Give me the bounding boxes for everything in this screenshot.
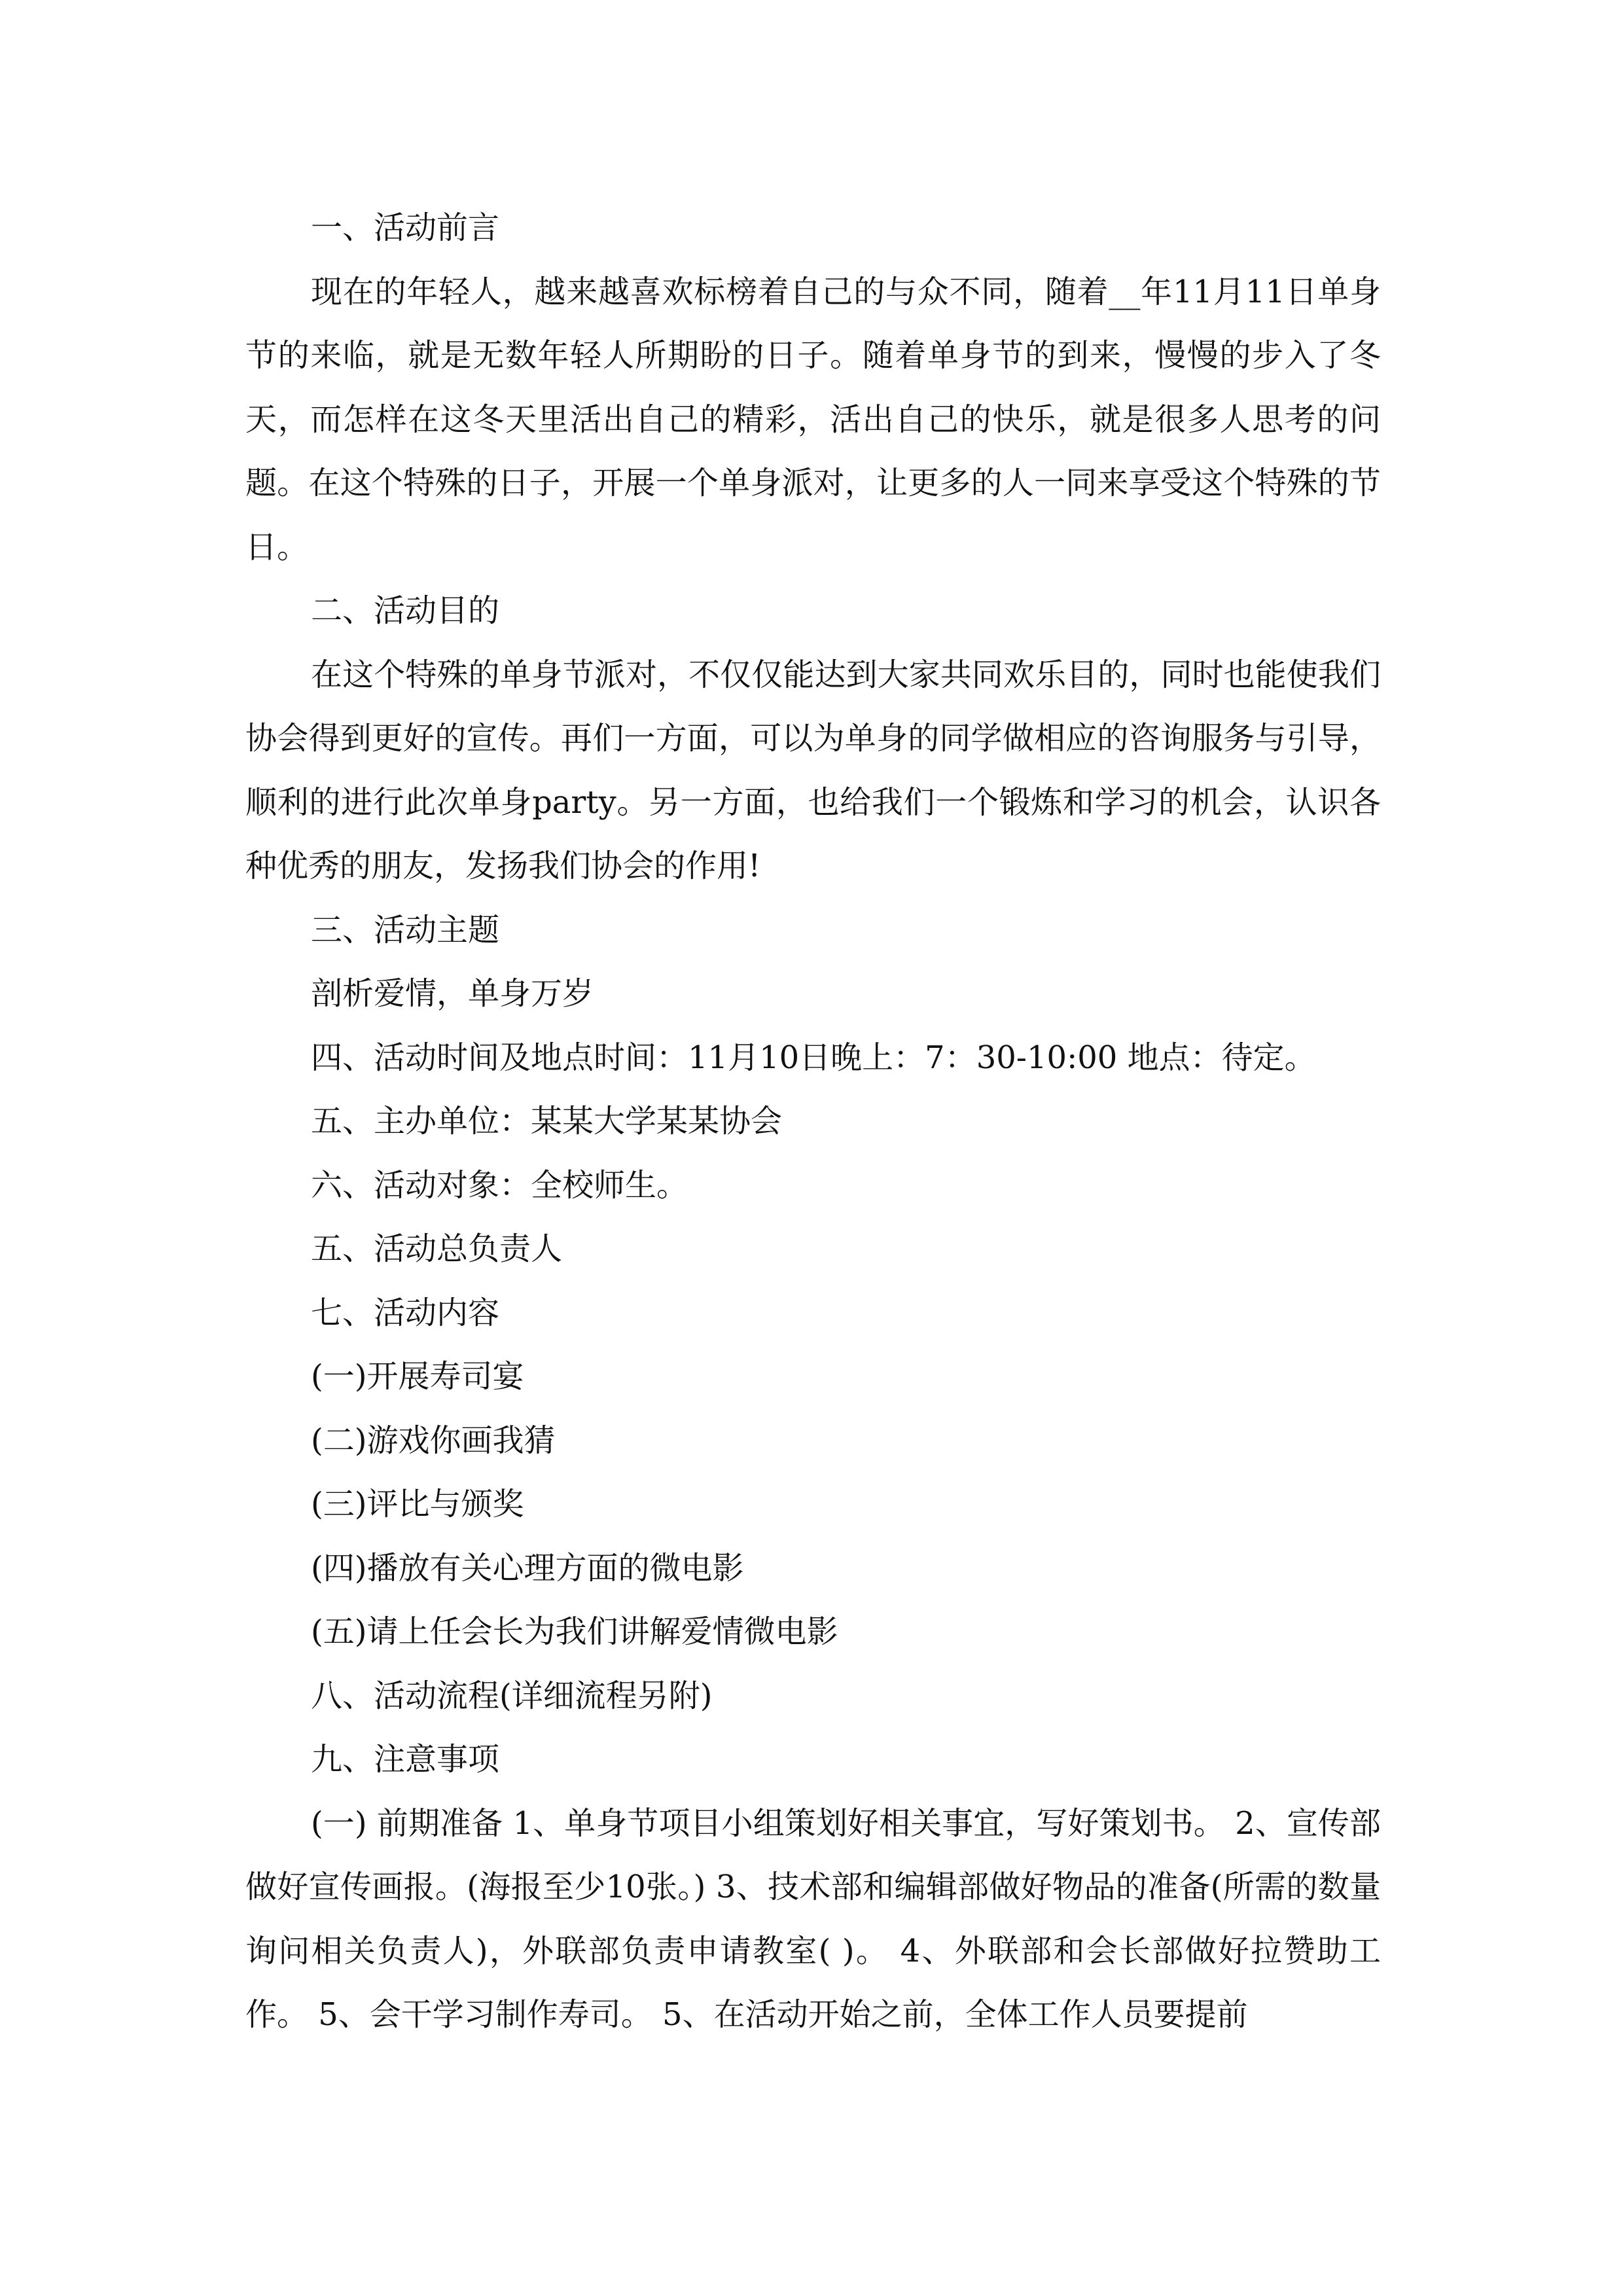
- section-organizer: 五、主办单位：某某大学某某协会: [311, 1103, 783, 1139]
- section-heading-theme: 三、活动主题: [311, 911, 500, 948]
- document-body: [245, 196, 1381, 2047]
- paragraph-preface: 现在的年轻人，越来越喜欢标榜着自己的与众不同，随着__年11月11日单身节的来临，就是无数年轻人所期盼的日子。随着单身节的到来，慢慢的步入了冬天，而怎样在这冬天里活出自己的精彩，活出自己的快乐，就是很多人思考的问题。在这个特殊的日子，开展一个单身派对，让更多的人一同来享受这个特殊的节日。: [245, 273, 1381, 565]
- paragraph-theme: 剖析爱情，单身万岁: [311, 975, 594, 1012]
- section-heading-notes: 九、注意事项: [311, 1741, 500, 1778]
- section-heading-content: 七、活动内容: [311, 1294, 500, 1331]
- section-audience: 六、活动对象：全校师生。: [311, 1166, 688, 1204]
- list-item: (二)游戏你画我猜: [311, 1422, 556, 1459]
- section-heading-process: 八、活动流程(详细流程另附): [311, 1677, 713, 1714]
- list-item: (五)请上任会长为我们讲解爱情微电影: [311, 1613, 838, 1650]
- list-item: (一)开展寿司宴: [311, 1358, 524, 1395]
- paragraph-purpose: 在这个特殊的单身节派对，不仅仅能达到大家共同欢乐目的，同时也能使我们协会得到更好的宣传。再们一方面，可以为单身的同学做相应的咨询服务与引导，顺利的进行此次单身party。另一方面，也给我们一个锻炼和学习的机会，认识各种优秀的朋友，发扬我们协会的作用!: [245, 656, 1381, 884]
- section-heading-lead: 五、活动总负责人: [311, 1230, 563, 1267]
- list-item: (四)播放有关心理方面的微电影: [311, 1549, 744, 1587]
- list-item: (三)评比与颁奖: [311, 1486, 524, 1522]
- section-heading-purpose: 二、活动目的: [311, 592, 500, 629]
- paragraph-preparation: (一) 前期准备 1、单身节项目小组策划好相关事宜，写好策划书。 2、宣传部做好宣传画报。(海报至少10张。) 3、技术部和编辑部做好物品的准备(所需的数量询问相关负责人)，外联部负责申请教室( )。 4、外联部和会长部做好拉赞助工作。 5、会干学习制作寿司。 5、在活动开始之前，全体工作人员要提前: [245, 1804, 1381, 2033]
- section-time-place: 四、活动时间及地点时间：11月10日晚上：7：30-10:00 地点：待定。: [311, 1039, 1316, 1076]
- section-heading-preface: 一、活动前言: [311, 209, 500, 246]
